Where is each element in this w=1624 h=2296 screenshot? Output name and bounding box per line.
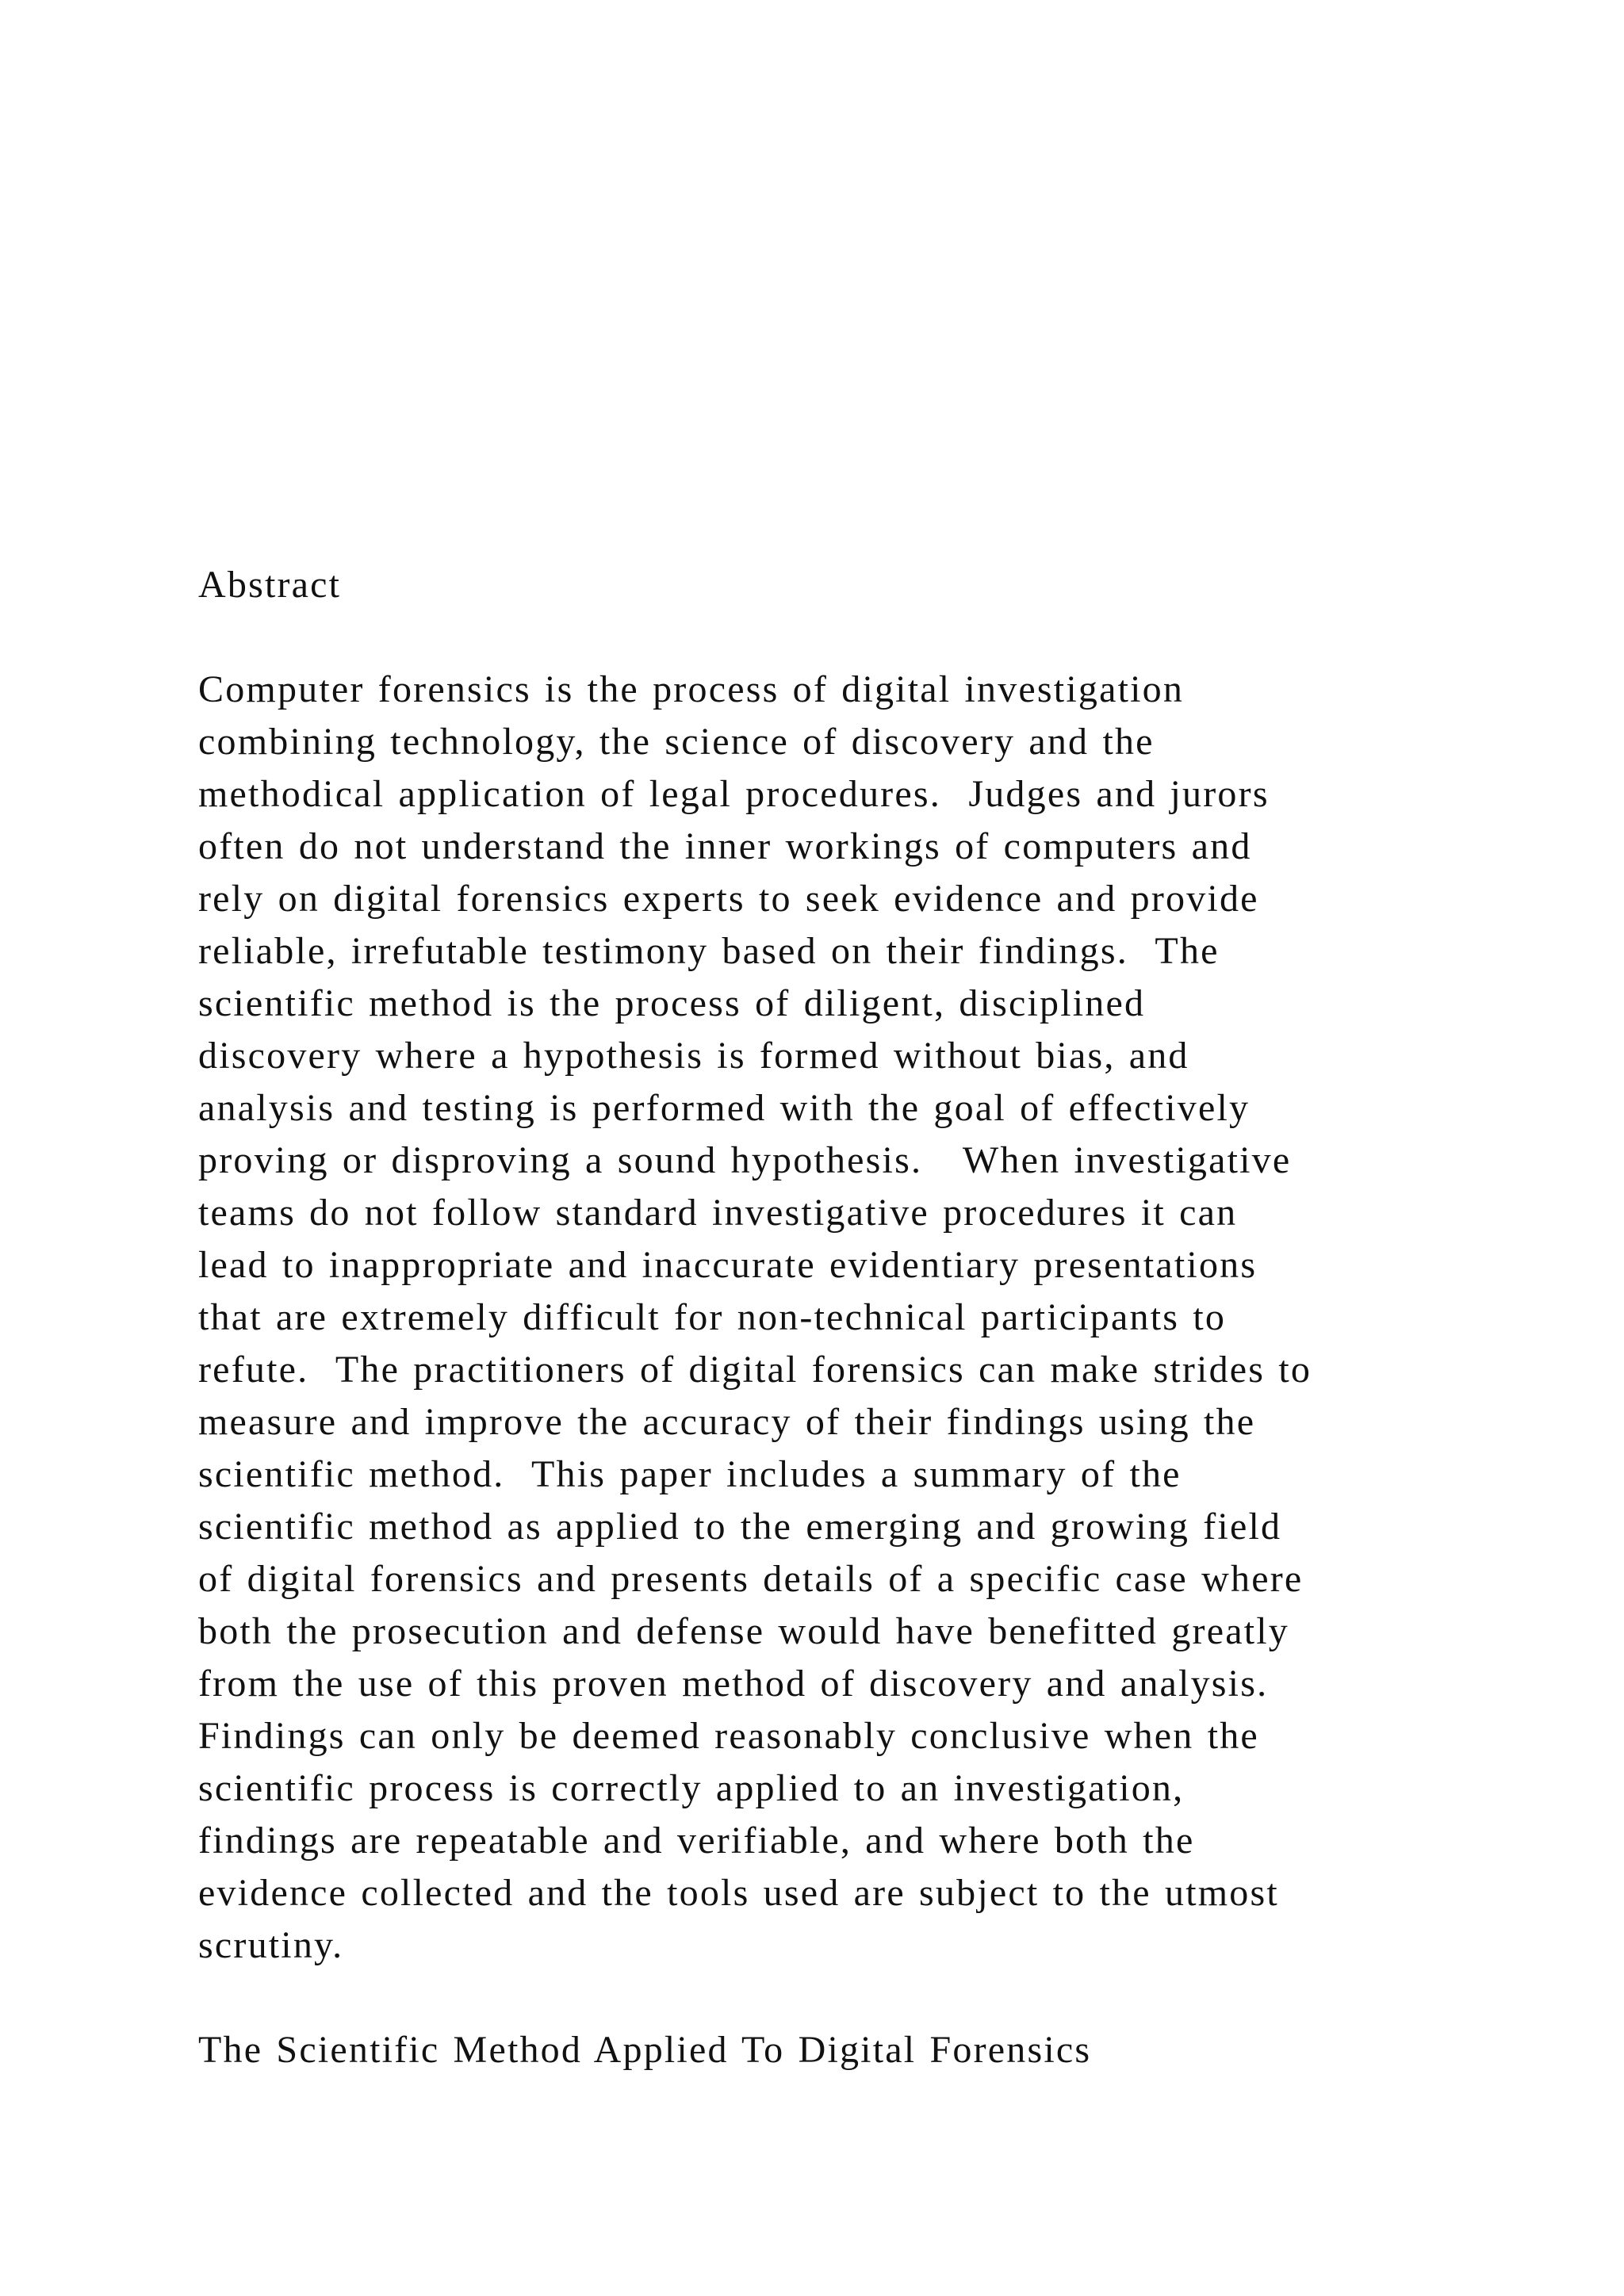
document-page: [198, 559, 1499, 2076]
abstract-line: scientific process is correctly applied to an investigation,: [198, 1767, 1185, 1809]
abstract-line: evidence collected and the tools used are subject to the utmost: [198, 1872, 1279, 1914]
abstract-line: teams do not follow standard investigative procedures it can: [198, 1192, 1238, 1234]
abstract-paragraph: [198, 664, 1499, 1972]
abstract-line: scientific method as applied to the emerging and growing field: [198, 1506, 1282, 1548]
abstract-line: scientific method is the process of diligent, disciplined: [198, 982, 1146, 1024]
section-heading: The Scientific Method Applied To Digital Forensics: [198, 2029, 1092, 2071]
abstract-heading: Abstract: [198, 564, 342, 606]
abstract-line: measure and improve the accuracy of their findings using the: [198, 1401, 1256, 1443]
abstract-line: both the prosecution and defense would have benefitted greatly: [198, 1610, 1289, 1652]
abstract-line: rely on digital forensics experts to seek evidence and provide: [198, 878, 1259, 920]
abstract-line: methodical application of legal procedures. Judges and jurors: [198, 773, 1270, 815]
abstract-line: combining technology, the science of discovery and the: [198, 721, 1155, 763]
abstract-line: analysis and testing is performed with the goal of effectively: [198, 1087, 1251, 1129]
abstract-line: Computer forensics is the process of digital investigation: [198, 668, 1185, 710]
abstract-line: from the use of this proven method of discovery and analysis.: [198, 1663, 1269, 1705]
abstract-line: proving or disproving a sound hypothesis. When investigative: [198, 1139, 1292, 1181]
abstract-line: Findings can only be deemed reasonably conclusive when the: [198, 1715, 1259, 1757]
abstract-line: findings are repeatable and verifiable, and where both the: [198, 1820, 1195, 1862]
abstract-line: refute. The practitioners of digital forensics can make strides to: [198, 1349, 1312, 1391]
abstract-line: lead to inappropriate and inaccurate evidentiary presentations: [198, 1244, 1258, 1286]
abstract-line: of digital forensics and presents details of a specific case where: [198, 1558, 1304, 1600]
abstract-line: scrutiny.: [198, 1924, 344, 1966]
abstract-line: scientific method. This paper includes a summary of the: [198, 1453, 1182, 1495]
abstract-line: discovery where a hypothesis is formed without bias, and: [198, 1035, 1189, 1077]
abstract-line: reliable, irrefutable testimony based on their findings. The: [198, 930, 1220, 972]
abstract-line: that are extremely difficult for non-technical participants to: [198, 1296, 1227, 1338]
abstract-line: often do not understand the inner workings of computers and: [198, 825, 1252, 867]
